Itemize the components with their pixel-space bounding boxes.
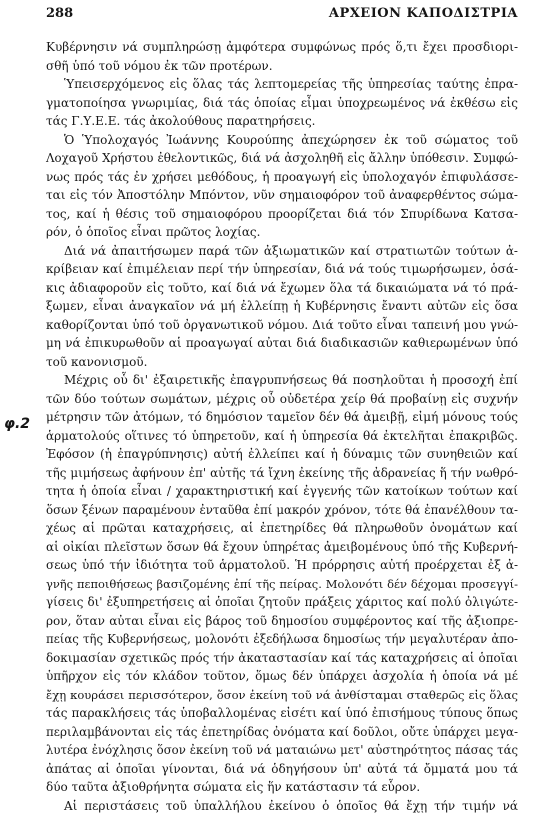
text-line: ὑπῆρχον εἰς τόν κλάδον τοῦτον, ὅμως δέν ὑπάρχει ἀσχολία ἡ ὁποία νά μέ — [46, 667, 518, 686]
text-line: μη νά ἐπικυρωθοῦν αἱ προαγωγαί αὐται διά διαδικασιῶν καθιερωμένων ὑπό — [46, 334, 518, 353]
text-line: τάς παρακλήσεις τάς ὑποβαλλομένας εἰσέτι καί ὑπό ἐπισήμους τύπους ὅπως — [46, 704, 518, 723]
text-line: γματοποίησα γνωριμίας, διά τάς ὁποίας εἶμαι ὑποχρεωμένος νά ἐκθέσω εἰς — [46, 94, 518, 113]
text-line: ξωμεν, εἶναι ἀναγκαῖον νά μή ἐλλείπῃ ἡ Κυβέρνησις ἔναντι αὐτῶν εἰς ὅσα — [46, 297, 518, 316]
text-line: κις ἀδιαφοροῦν εἰς τοῦτο, καί διά νά ἔχωμεν ὅλα τά δικαιώματα νά τό πρά- — [46, 279, 518, 298]
text-line: δύο ταῦτα ἀξιοθρήνητα σώματα εἰς ἥν κατάστασιν τά εὗρον. — [46, 778, 518, 797]
text-line: ρον, ὅταν αὐται εἶναι εἰς βάρος τοῦ δημοσίου συμφέροντος καί τῆς ἀξιοπρε- — [46, 612, 518, 631]
text-line: γνῆς πεποιθήσεως βασιζομένης ἐπί τῆς πείρας. Μολονότι δέν δέχομαι προσεγγί- — [46, 575, 518, 594]
text-line: ρόν, ὁ ὁποῖος εἶναι πρῶτος λοχίας. — [46, 223, 518, 242]
text-line: Κυβέρνησιν νά συμπληρώσῃ ἀμφότερα συμφώνως πρός ὅ,τι ἔχει προσδιορι- — [46, 38, 518, 57]
text-line: καθορίζονται ὑπό τοῦ ὀργανωτικοῦ νόμου. Διά τοῦτο εἶναι ταπεινή μου γνώ- — [46, 316, 518, 335]
body-text — [46, 38, 518, 815]
text-line: ται εἰς τόν Ἀποστόλην Μπόντον, νῦν σημαιοφόρον τοῦ ἀναφερθέντος σώμα- — [46, 186, 518, 205]
text-line: αἱ οἰκίαι πλεῖστων ὅσων θά ἔχουν ὑπηρέτας ἀμειβομένους ὑπό τῆς Κυβερνή- — [46, 538, 518, 557]
text-line: μέτρησιν τῶν ἀτόμων, τό δημόσιον ταμεῖον δέν θά ἀμειβῇ, εἰμή μόνους τούς — [46, 408, 518, 427]
text-line: ἁρματολούς οἵτινες τό ὑπηρετοῦν, καί ἡ ὑπηρεσία θά ἐκτελῆται ἐπακριβῶς. — [46, 427, 518, 446]
text-line: ἔχῃ κουράσει περισσότερον, ὅσον ἐκείνη τοῦ νά ἀνθίσταμαι σταθερῶς εἰς ὅλας — [46, 686, 518, 705]
text-line: τῆς μιμήσεως ἀφήνουν ἐπ' αὐτῆς τά ἴχνη ἐκείνης τῆς ἀδρανείας ἥ τήν νωθρό- — [46, 464, 518, 483]
text-line: Ἐφόσον (ἡ ἐπαγρύπνησις) αὐτή ἐλλείπει καί ἡ δύναμις τῶν συνηθειῶν καί — [46, 445, 518, 464]
text-line: τῶν δύο τούτων σωμάτων, μέχρις οὗ οὐδετέρα χείρ θά προβαίνῃ εἰς συχνήν — [46, 390, 518, 409]
text-line: ὅσων ξένων παραμένουν ἐνταῦθα ἐπί μακρόν χρόνον, τότε θά ἐπανέλθουν τα- — [46, 501, 518, 520]
page-header — [46, 6, 518, 28]
text-line: περιλαμβάνονται εἰς τάς ἐπετηρίδας ὀνόματα καί δοῦλοι, οὔτε ὑπάρχει μεγα- — [46, 723, 518, 742]
text-line: σεως ὑπό τήν ἰδιότητα τοῦ ἁρματολοῦ. Ἡ πρόρρησις αὐτή προέρχεται ἐξ ἀ- — [46, 556, 518, 575]
text-line: τος, καί ἡ θέσις τοῦ σημαιοφόρου προορίζεται διά τόν Σπυρίδωνα Κατσα- — [46, 205, 518, 224]
text-line: πείας τῆς Κυβερνήσεως, μολονότι ἐξεδήλωσα δημοσίως τήν μεγαλυτέραν ἀπο- — [46, 630, 518, 649]
text-line: Μέχρις οὗ δι' ἐξαιρετικῆς ἐπαγρυπνήσεως θά ποσηλοῦται ἡ προσοχή ἐπί — [46, 371, 518, 390]
margin-note: φ.2 — [4, 416, 30, 432]
text-line: χέως αἱ πρῶται καταχρήσεις, αἱ ἐπετηρίδες θά πληρωθοῦν ὀνομάτων καί — [46, 519, 518, 538]
text-line: τοῦ κανονισμοῦ. — [46, 353, 518, 372]
text-line: ἀπάτας αἱ ὁποῖαι γίνονται, διά νά ὁδηγήσουν ὑπ' αὐτά τά ὄμματά μου τά — [46, 760, 518, 779]
text-line: Ὑπεισερχόμενος εἰς ὅλας τάς λεπτομερείας τῆς ὑπηρεσίας ταύτης ἐπρα- — [46, 75, 518, 94]
running-title: ΑΡΧΕΙΟΝ ΚΑΠΟΔΙΣΤΡΙΑ — [329, 6, 518, 21]
text-line: Λοχαγοῦ Χρήστου ἐθελοντικῶς, διά νά ἀσχοληθῆ εἰς ἄλλην ὑπόθεσιν. Συμφώ- — [46, 149, 518, 168]
text-line: τάς Γ.Υ.Ε.Ε. τάς ἀκολούθους παρατηρήσεις. — [46, 112, 518, 131]
text-line: κρίβειαν καί ἐπιμέλειαν περί τήν ὑπηρεσίαν, διά νά τούς τιμωρήσωμεν, ὁσά- — [46, 260, 518, 279]
text-line: νως πρός τάς ἐν χρήσει μεθόδους, ἡ προαγωγή εἰς ὑπολοχαγόν ἐπιφυλάσσε- — [46, 168, 518, 187]
text-line: Διά νά ἀπαιτήσωμεν παρά τῶν ἀξιωματικῶν καί στρατιωτῶν τούτων ἀ- — [46, 242, 518, 261]
page-number: 288 — [46, 6, 73, 21]
text-line: τητα ἡ ὁποία εἶναι / χαρακτηριστική καί ἐγγενής τῶν κατοίκων τούτων καί — [46, 482, 518, 501]
text-line: λυτέρα ἐνόχλησις ὅσον ἐκείνη τοῦ νά ματαιώνω μετ' αὐστηρότητος πάσας τάς — [46, 741, 518, 760]
text-line: σθῆ ὑπό τοῦ νόμου ἐκ τῶν προτέρων. — [46, 57, 518, 76]
text-line: γίσεις δι' ἐξυπηρετήσεις αἱ ὁποῖαι ζητοῦν πράξεις χάριτος καί πολύ ὀλιγώτε- — [46, 593, 518, 612]
text-line: Ὁ Ὑπολοχαγός Ἰωάννης Κουρούπης ἀπεχώρησεν ἐκ τοῦ σώματος τοῦ — [46, 131, 518, 150]
text-line: Αἱ περιστάσεις τοῦ ὑπαλλήλου ἐκείνου ὁ ὁποῖος θά ἔχῃ τήν τιμήν νά — [46, 797, 518, 815]
text-line: δοκιμασίαν σχετικῶς πρός τήν ἀκαταστασίαν καί τάς καταχρήσεις αἱ ὁποῖαι — [46, 649, 518, 668]
